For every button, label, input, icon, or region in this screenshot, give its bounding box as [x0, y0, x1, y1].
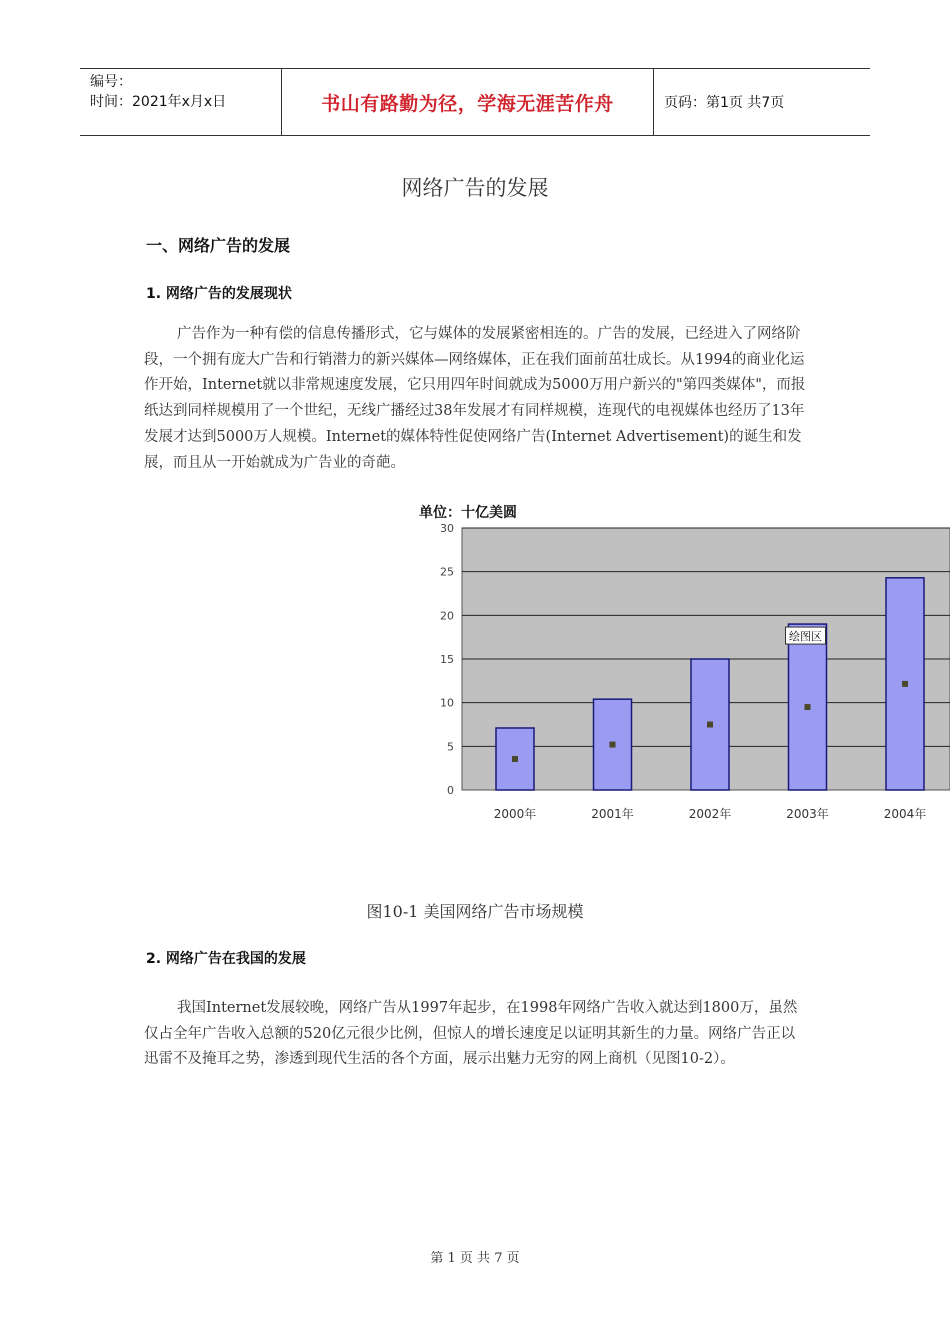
- section-heading: 一、网络广告的发展: [146, 236, 291, 255]
- subsection-heading-2: 2. 网络广告在我国的发展: [146, 951, 306, 967]
- bar-midpoint-marker: [512, 756, 518, 762]
- bar-chart: [405, 498, 950, 843]
- paragraph-1: 广告作为一种有偿的信息传播形式，它与媒体的发展紧密相连的。广告的发展，已经进入了网络阶段，一个拥有庞大广告和行销潜力的新兴媒体—网络媒体，正在我们面前茁壮成长。从1994的商业化运作开始，Internet就以非常规速度发展，它只用四年时间就成为5000万用户新兴的"第四类媒体"，而报纸达到同样规模用了一个世纪，无线广播经过38年发展才有同样规模，连现代的电视媒体也经历了13年发展才达到5000万人规模。Internet的媒体特性促使网络广告(Internet Advertisement)的诞生和发展，而且从一开始就成为广告业的奇葩。: [144, 326, 806, 471]
- subsection-heading-1: 1. 网络广告的发展现状: [146, 286, 292, 302]
- bar-midpoint-marker: [902, 681, 908, 687]
- page-footer: 第 1 页 共 7 页: [430, 1251, 520, 1266]
- x-tick-label: 2000年: [493, 807, 537, 821]
- figure-caption: 图10-1 美国网络广告市场规模: [366, 902, 584, 921]
- header-number: 编号：: [90, 74, 132, 90]
- y-tick-label: 0: [447, 784, 454, 797]
- page-header: [80, 68, 870, 136]
- chart-title: 单位：十亿美圆: [419, 505, 517, 521]
- x-tick-label: 2003年: [786, 807, 829, 821]
- bar-midpoint-marker: [805, 704, 811, 710]
- y-tick-label: 20: [440, 609, 454, 623]
- header-meta: [80, 69, 282, 135]
- y-tick-label: 25: [440, 565, 454, 579]
- header-motto: 书山有路勤为径，学海无涯苦作舟: [282, 69, 654, 135]
- x-tick-label: 2004年: [883, 807, 927, 821]
- bar-midpoint-marker: [610, 742, 616, 748]
- annotation-label: 绘图区: [789, 630, 822, 644]
- x-tick-label: 2001年: [591, 807, 634, 821]
- header-time: 时间：2021年x月x日: [90, 94, 227, 110]
- x-tick-label: 2002年: [688, 807, 732, 821]
- y-tick-label: 30: [440, 522, 454, 535]
- y-tick-label: 5: [447, 740, 454, 754]
- document-title: 网络广告的发展: [401, 176, 549, 200]
- y-tick-label: 15: [440, 653, 454, 666]
- y-tick-label: 10: [440, 696, 454, 710]
- bar-midpoint-marker: [707, 722, 713, 728]
- paragraph-2: 我国Internet发展较晚，网络广告从1997年起步，在1998年网络广告收入就达到1800万，虽然仅占全年广告收入总额的520亿元很少比例，但惊人的增长速度足以证明其新生的力量。网络广告正以迅雷不及掩耳之势，渗透到现代生活的各个方面，展示出魅力无穷的网上商机（见图10-2）。: [144, 1000, 798, 1068]
- header-page-info: 页码：第1页 共7页: [664, 95, 785, 111]
